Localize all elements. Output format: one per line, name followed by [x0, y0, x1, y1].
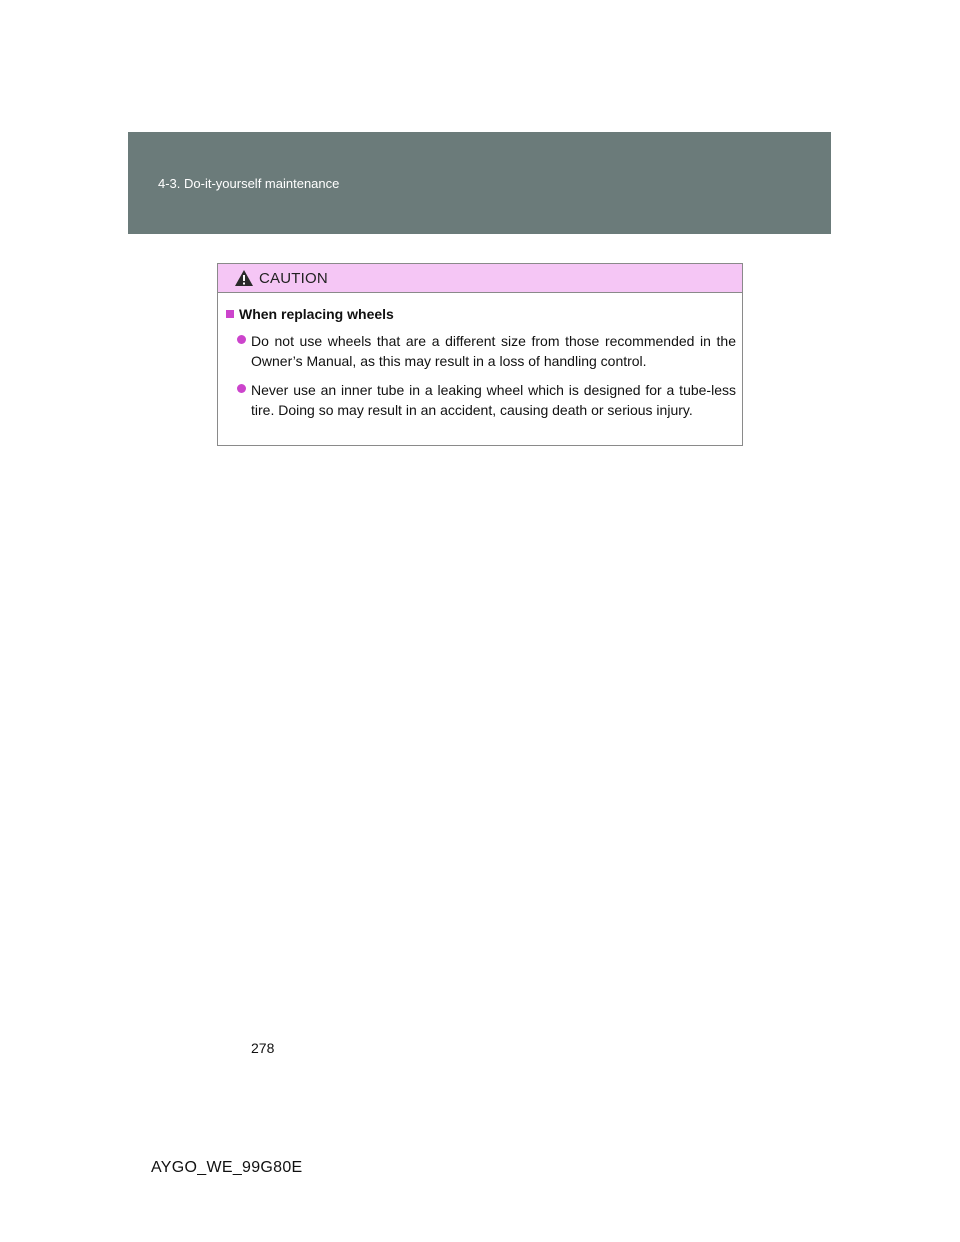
list-item [237, 380, 736, 420]
list-item-text: Never use an inner tube in a leaking wheel which is designed for a tube-less tire. Doing so may result in an accident, causing death or serious injury. [251, 382, 736, 418]
dot-bullet-icon [237, 335, 246, 344]
caution-box [217, 263, 743, 446]
document-code: AYGO_WE_99G80E [151, 1159, 303, 1176]
square-bullet-icon [226, 310, 234, 318]
list-item-text: Do not use wheels that are a different size from those recommended in the Owner’s Manual, as this may result in a loss of handling control. [251, 333, 736, 369]
caution-body [218, 293, 742, 420]
caution-header [218, 264, 742, 293]
warning-triangle-icon [234, 269, 254, 287]
caution-title: CAUTION [259, 270, 328, 287]
caution-subheading-text: When replacing wheels [239, 306, 394, 322]
section-title: 4-3. Do-it-yourself maintenance [158, 176, 340, 191]
caution-subheading [226, 306, 736, 322]
page-number: 278 [251, 1040, 275, 1056]
list-item [237, 331, 736, 371]
dot-bullet-icon [237, 384, 246, 393]
section-header-band [128, 132, 831, 234]
